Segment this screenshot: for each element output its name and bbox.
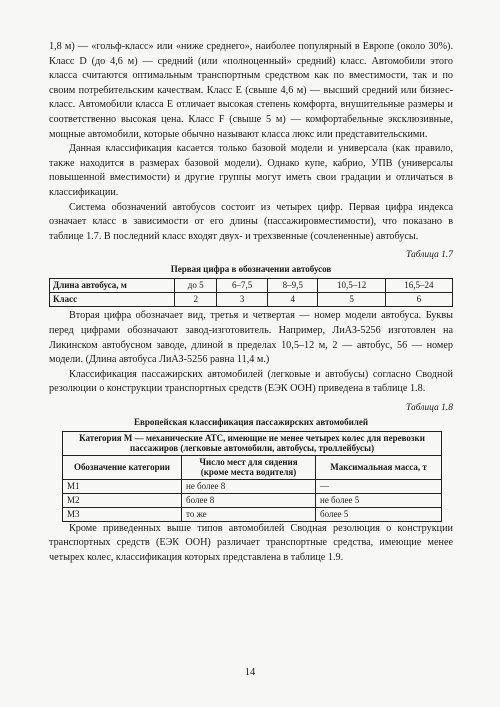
table-row: [63, 479, 442, 493]
paragraph-bus-designation: Система обозначений автобусов состоит из четырех цифр. Первая цифра индекса означает класс в зависимости от его длины (пассажировместимости), что показано в таблице 1.7. В последний класс входят двух- и трехзвенные (сочлененные) автобусы.: [49, 201, 453, 242]
paragraph-car-classes: 1,8 м) — «гольф-класс» или «ниже среднего», наиболее популярный в Европе (около 30%). Класс D (до 4,6 м) — средний (или «полноценный» средний) класс. Автомобили этого класса считаются оптимальным транспортным средством как по вместимости, так и по своим потребительским качествам. Класс E (свыше 4,6 м) — высший средний или бизнес-класс. Автомобили класса E отличает высокая степень комфорта, внушительные размеры и соответственно высокая цена. Класс F (свыше 5 м) — комфортабельные эксклюзивные, мощные автомобили, которые обычно называют класса люкс или представительскими.: [49, 41, 453, 140]
table-row: [50, 293, 453, 307]
table-cell: то же: [182, 507, 316, 521]
table-row: [63, 431, 442, 455]
paragraph-ece-classification: Классификация пассажирских автомобилей (легковые и автобусы) согласно Сводной резолюции о конструкции транспортных средств (ЕЭК ООН) приведена в таблице 1.8.: [49, 368, 453, 395]
table-1-8-caption: Таблица 1.8: [406, 402, 453, 413]
row-header-bus-length: Длина автобуса, м: [50, 279, 175, 293]
table-1-7-caption: Таблица 1.7: [406, 250, 453, 261]
page-content: [49, 40, 453, 566]
table-1-8-title: Европейская классификация пассажирских автомобилей: [133, 416, 369, 427]
column-header-max-mass: Максимальная масса, т: [316, 455, 442, 479]
table-cell: более 8: [182, 493, 316, 507]
table-cell: M1: [63, 479, 182, 493]
table-cell: 5: [318, 293, 385, 307]
table-cell: не более 8: [182, 479, 316, 493]
table-cell: до 5: [175, 279, 217, 293]
table-cell: 10,5–12: [318, 279, 385, 293]
paragraph-other-vehicles: Кроме приведенных выше типов автомобилей Сводная резолюция о конструкции транспортных средств (ЕЭК ООН) различает транспортные средства, имеющие менее четырех колес, классификация которых представлена в таблице 1.9.: [49, 522, 453, 564]
table-cell: M2: [63, 493, 182, 507]
table-row: [50, 279, 453, 293]
table-cell: 8–9,5: [267, 279, 318, 293]
table-cell: более 5: [316, 507, 442, 521]
table-cell: не более 5: [316, 493, 442, 507]
table-cell: 2: [175, 293, 217, 307]
table-1-7: [49, 278, 453, 307]
paragraph-classification-scope: Данная классификация касается только базовой модели и универсала (как правило, также находится в размерах базовой модели). Однако купе, кабрио, УПВ (универсалы повышенной вместимости) и другие группы могут иметь свои градации и отличаться в классификации.: [49, 143, 453, 198]
table-1-8: [62, 431, 442, 522]
table-cell: —: [316, 479, 442, 493]
row-header-class: Класс: [50, 293, 175, 307]
table-cell: 4: [267, 293, 318, 307]
page-number: 14: [244, 667, 256, 678]
column-header-seats: Число мест для сидения (кроме места водителя): [182, 455, 316, 479]
table-main-header: Категория M — механические АТС, имеющие не менее четырех колес для перевозки пассажиров (легковые автомобили, автобусы, троллейбусы): [63, 431, 442, 455]
table-row: [63, 507, 442, 521]
table-1-7-title: Первая цифра в обозначении автобусов: [170, 264, 332, 275]
table-cell: 6–7,5: [217, 279, 268, 293]
table-cell: 6: [385, 293, 452, 307]
column-header-category: Обозначение категории: [63, 455, 182, 479]
table-cell: M3: [63, 507, 182, 521]
table-cell: 3: [217, 293, 268, 307]
table-row: [63, 455, 442, 479]
paragraph-bus-model-digits: Вторая цифра обозначает вид, третья и четвертая — номер модели автобуса. Буквы перед цифрами обозначают завод-изготовитель. Например, ЛиАЗ-5256 изготовлен на Ликинском автобусном заводе, длиной в пределах 10,5–12 м, 2 — автобус, 56 — номер модели. (Длина автобуса ЛиАЗ-5256 равна 11,4 м.): [49, 310, 453, 366]
table-row: [63, 493, 442, 507]
table-cell: 16,5–24: [385, 279, 452, 293]
